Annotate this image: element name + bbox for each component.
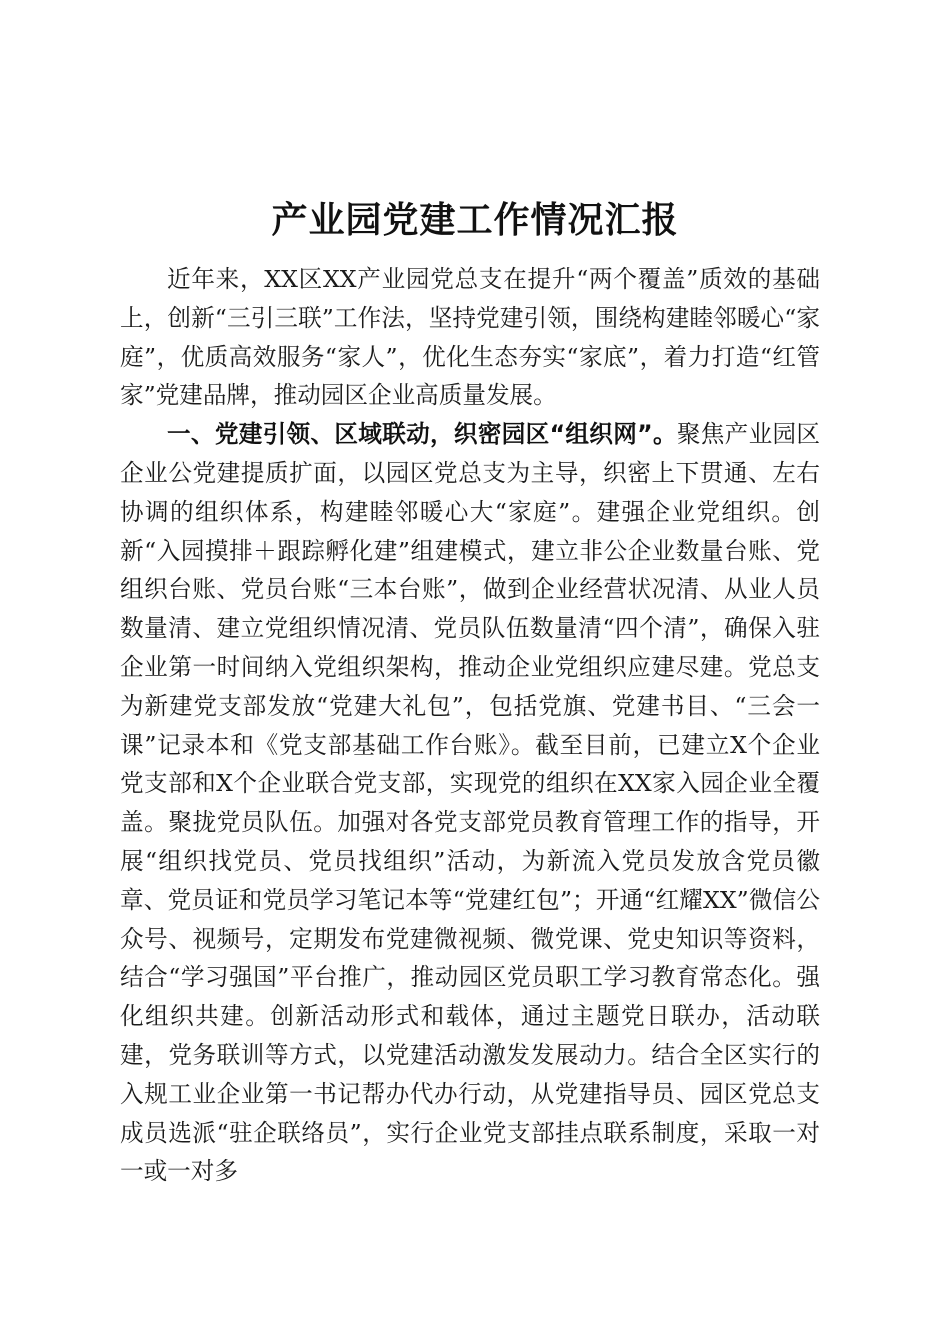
section-1-heading: 一、党建引领、区域联动，织密园区“组织网”。 <box>167 420 677 449</box>
document-body <box>120 260 820 1191</box>
document-title: 产业园党建工作情况汇报 <box>271 199 679 241</box>
section-1-body: 聚焦产业园区企业公党建提质扩面，以园区党总支为主导，织密上下贯通、左右协调的组织体系，构建睦邻暖心大“家庭”。建强企业党组织。创新“入园摸排＋跟踪孵化建”组建模式，建立非公企业数量台账、党组织台账、党员台账“三本台账”，做到企业经营状况清、从业人员数量清、建立党组织情况清、党员队伍数量清“四个清”，确保入驻企业第一时间纳入党组织架构，推动企业党组织应建尽建。党总支为新建党支部发放“党建大礼包”，包括党旗、党建书目、“三会一课”记录本和《党支部基础工作台账》。截至目前，已建立X个企业党支部和X个企业联合党支部，实现党的组织在XX家入园企业全覆盖。聚拢党员队伍。加强对各党支部党员教育管理工作的指导，开展“组织找党员、党员找组织”活动，为新流入党员发放含党员徽章、党员证和党员学习笔记本等“党建红包”；开通“红耀XX”微信公众号、视频号，定期发布党建微视频、微党课、党史知识等资料，结合“学习强国”平台推广，推动园区党员职工学习教育常态化。强化组织共建。创新活动形式和载体，通过主题党日联办，活动联建，党务联训等方式，以党建活动激发发展动力。结合全区实行的入规工业企业第一书记帮办代办行动，从党建指导员、园区党总支成员选派“驻企联络员”，实行企业党支部挂点联系制度，采取一对一或一对多 <box>120 420 821 1186</box>
intro-paragraph: 近年来，XX区XX产业园党总支在提升“两个覆盖”质效的基础上，创新“三引三联”工作法，坚持党建引领，围绕构建睦邻暖心“家庭”，优质高效服务“家人”，优化生态夯实“家底”，着力打造“红管家”党建品牌，推动园区企业高质量发展。 <box>120 265 820 410</box>
section-1-paragraph <box>120 415 820 1191</box>
